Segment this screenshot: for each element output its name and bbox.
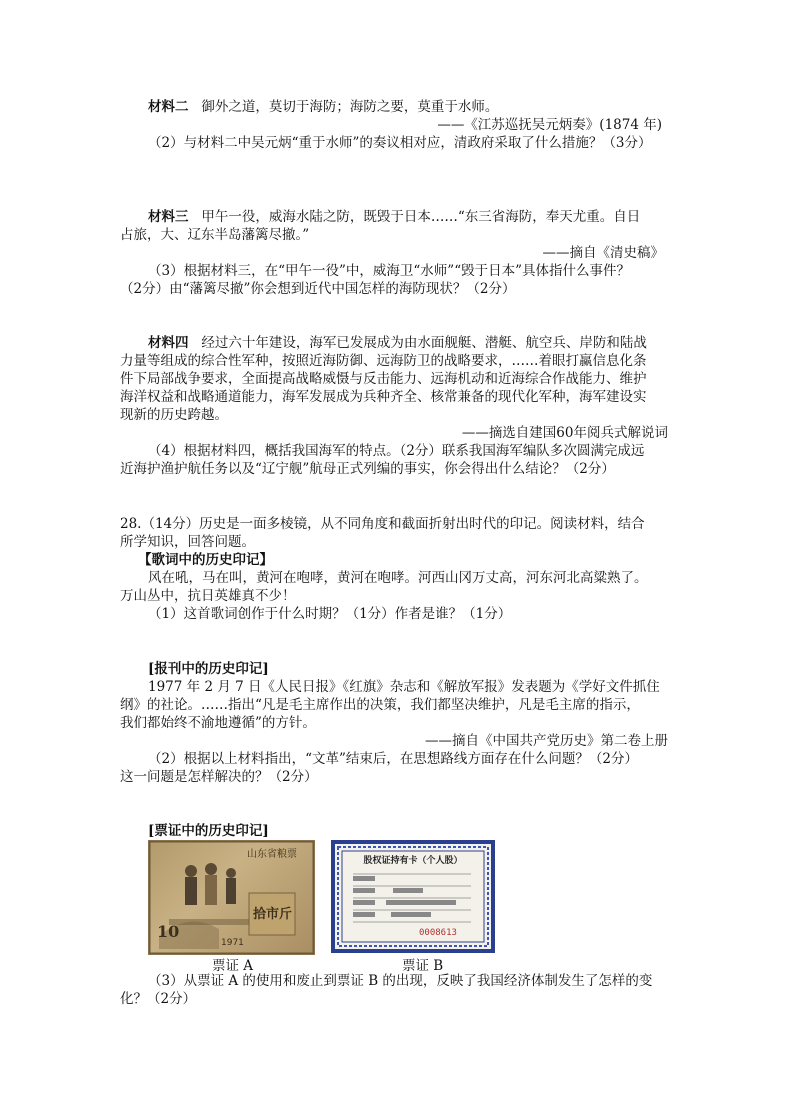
ticket-b-caption: 票证 B — [402, 958, 444, 974]
material-4-line-5: 现新的历史跨越。 — [120, 407, 228, 423]
question-28-line-1: 28.（14分）历史是一面多棱镜，从不同角度和截面折射出时代的印记。阅读材料，结合 — [120, 516, 645, 532]
material-2-paragraph — [148, 98, 498, 116]
ticket-a-denomination-text: 拾市斤 — [253, 907, 293, 922]
press-question-line-2: 这一问题是怎样解决的？（2分） — [120, 769, 318, 785]
press-heading: [报刊中的历史印记] — [148, 661, 269, 677]
question-4-line-2: 近海护渔护航任务以及“辽宁舰”航母正式列编的事实，你会得出什么结论？（2分） — [120, 461, 615, 477]
tickets-question-line-2: 化？（2分） — [120, 991, 197, 1007]
press-line-1: 1977 年 2 月 7 日《人民日报》《红旗》杂志和《解放军报》发表题为《学好文件抓住 — [148, 679, 660, 695]
material-3-text-1: 甲午一役，威海水陆之防，既毁于日本……“东三省海防，奉天尤重。自日 — [201, 209, 641, 225]
ticket-a-caption: 票证 A — [212, 958, 254, 974]
material-4-source: ——摘选自建国60年阅兵式解说词 — [461, 425, 668, 441]
song-line-2: 万山丛中，抗日英雄真不少！ — [120, 588, 296, 604]
ticket-a-year: 1971 — [221, 938, 244, 948]
tickets-heading: [票证中的历史印记] — [148, 823, 269, 839]
material-4-line-1 — [148, 334, 647, 352]
tickets-question-line-1: （3）从票证 A 的使用和废止到票证 B 的出现，反映了我国经济体制发生了怎样的变 — [148, 973, 653, 989]
ticket-b-title: 股权证持有卡（个人股） — [363, 856, 463, 866]
material-3-line-1 — [148, 208, 640, 226]
material-2-text: 御外之道，莫切于海防；海防之要，莫重于水师。 — [201, 99, 499, 115]
material-4-line-3: 件下局部战争要求，全面提高战略威慑与反击能力、远海机动和近海综合作战能力、维护 — [120, 371, 647, 387]
press-question-line-1: （2）根据以上材料指出，“文革”结束后，在思想路线方面存在什么问题？（2分） — [148, 751, 638, 767]
material-4-label: 材料四 — [148, 335, 189, 351]
material-4-text-1: 经过六十年建设，海军已发展成为由水面舰艇、潜艇、航空兵、岸防和陆战 — [201, 335, 647, 351]
question-3-line-1: （3）根据材料三，在“甲午一役”中，威海卫“水师”“毁于日本”具体指什么事件？ — [148, 263, 630, 279]
ticket-a-top-text: 山东省粮票 — [247, 849, 297, 860]
material-4-line-4: 海洋权益和战略通道能力，海军发展成为兵种齐全、核常兼备的现代化军种，海军建设实 — [120, 389, 647, 405]
song-heading: 【歌词中的历史印记】 — [138, 552, 273, 568]
material-3-label: 材料三 — [148, 209, 189, 225]
question-2: （2）与材料二中吴元炳“重于水师”的奏议相对应，清政府采取了什么措施？（3分） — [148, 135, 652, 151]
press-line-2: 纲》的社论。……指出“凡是毛主席作出的决策，我们都坚决维护，凡是毛主席的指示， — [120, 697, 640, 713]
material-2-label: 材料二 — [148, 99, 189, 115]
question-28-line-2: 所学知识，回答问题。 — [120, 534, 255, 550]
ticket-b-image — [331, 840, 495, 953]
question-4-line-1: （4）根据材料四，概括我国海军的特点。（2分）联系我国海军编队多次圆满完成远 — [148, 443, 645, 459]
ticket-a-image — [148, 840, 315, 955]
ticket-b-serial: 0008613 — [419, 928, 457, 938]
song-line-1: 风在吼，马在叫，黄河在咆哮，黄河在咆哮。河西山冈万丈高，河东河北高粱熟了。 — [148, 570, 648, 586]
ticket-a-denomination-number: 10 — [157, 922, 180, 941]
press-line-3: 我们都始终不渝地遵循”的方针。 — [120, 715, 316, 731]
material-3-source: ——摘自《清史稿》 — [542, 245, 664, 261]
question-3-line-2: （2分）由“藩篱尽撤”你会想到近代中国怎样的海防现状？（2分） — [120, 281, 516, 297]
material-3-line-2: 占旅，大、辽东半岛藩篱尽撤。” — [120, 227, 310, 243]
press-source: ——摘自《中国共产党历史》第二卷上册 — [425, 733, 668, 749]
song-question: （1）这首歌词创作于什么时期？（1分）作者是谁？（1分） — [148, 606, 512, 622]
material-4-line-2: 力量等组成的综合性军种，按照近海防御、远海防卫的战略要求，……着眼打赢信息化条 — [120, 353, 647, 369]
material-2-source: ——《江苏巡抚吴元炳奏》(1874 年) — [437, 117, 662, 133]
